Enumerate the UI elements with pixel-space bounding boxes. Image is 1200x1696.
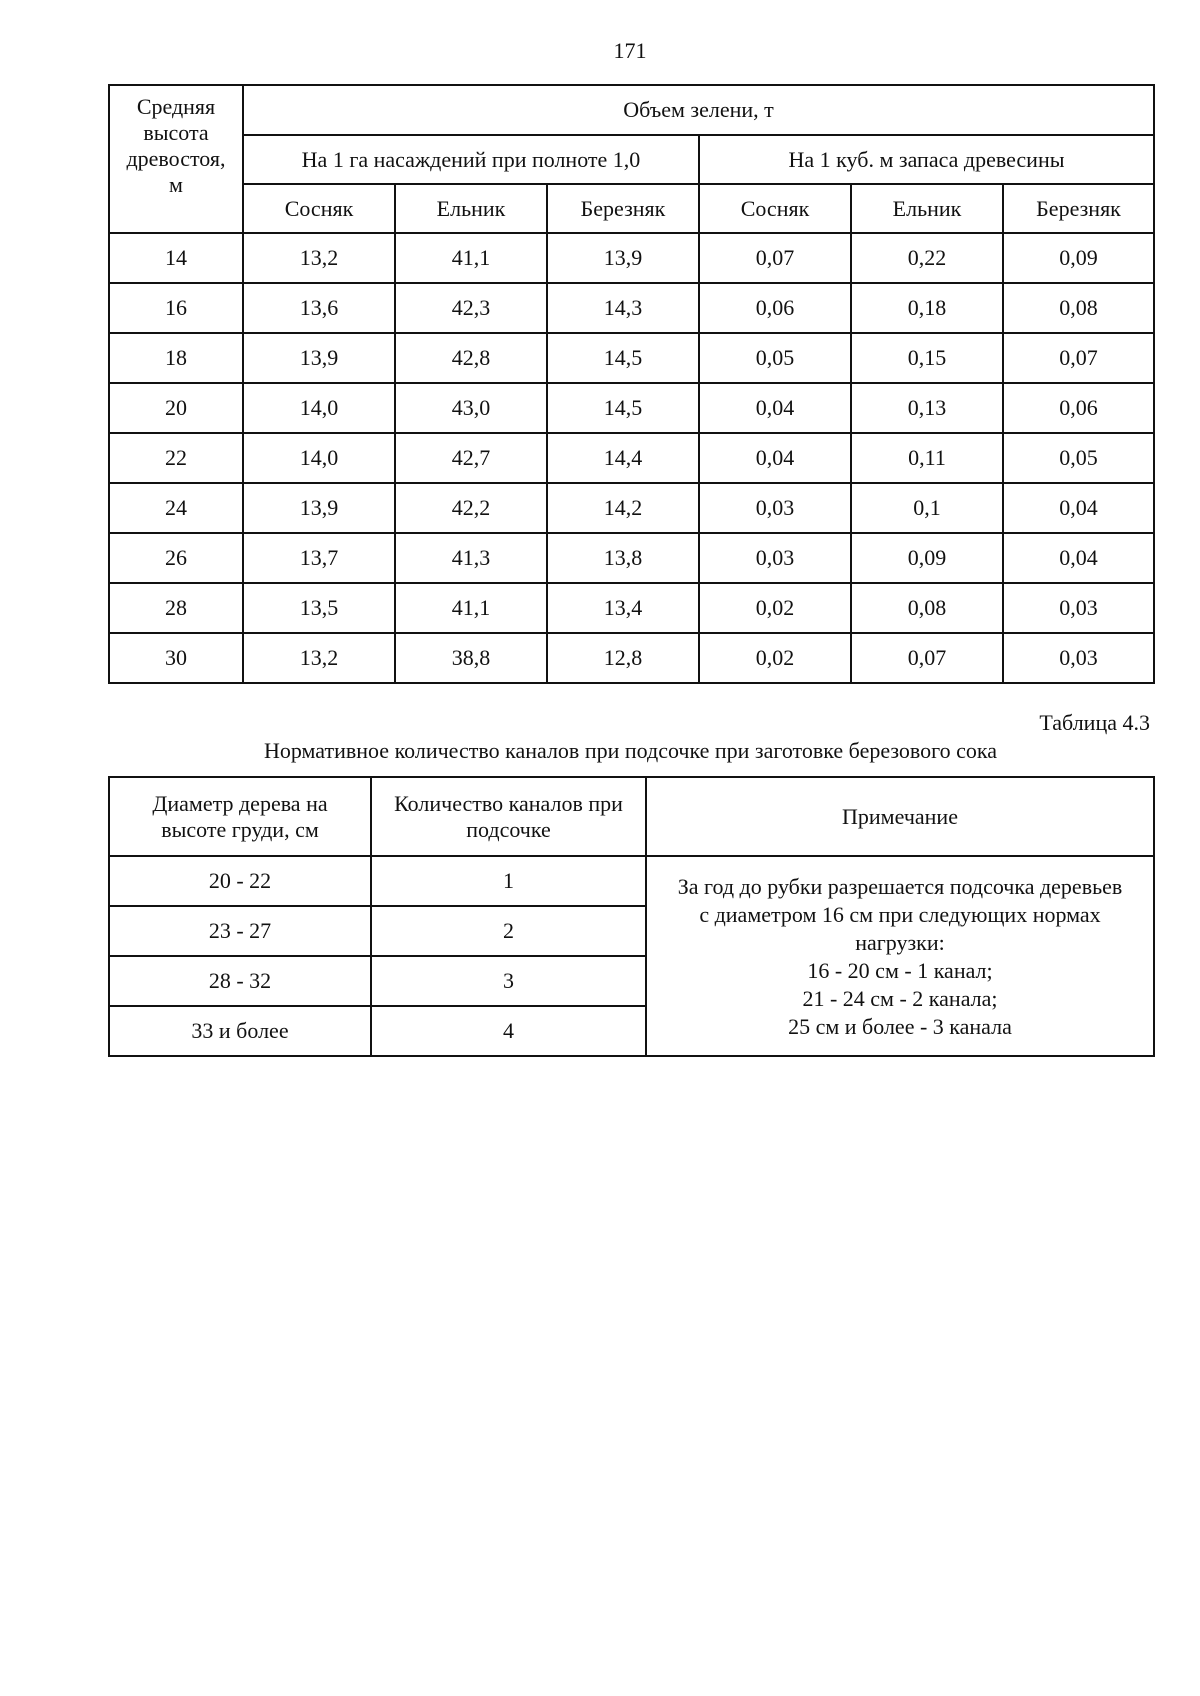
value-cell: 41,1 bbox=[395, 583, 547, 633]
page-number: 171 bbox=[613, 38, 647, 63]
value-cell: 14,4 bbox=[547, 433, 699, 483]
channels-header-line: подсочке bbox=[466, 816, 551, 842]
value-cell: 0,18 bbox=[851, 283, 1003, 333]
channels-cell: 1 bbox=[371, 856, 646, 906]
value-cell: 0,03 bbox=[699, 483, 851, 533]
note-line: нагрузки: bbox=[855, 930, 945, 955]
diameter-cell: 23 - 27 bbox=[109, 906, 371, 956]
value-cell: 13,2 bbox=[243, 633, 395, 683]
value-cell: 42,7 bbox=[395, 433, 547, 483]
value-cell: 0,15 bbox=[851, 333, 1003, 383]
diameter-header bbox=[109, 777, 371, 856]
diameter-cell: 20 - 22 bbox=[109, 856, 371, 906]
channels-header bbox=[371, 777, 646, 856]
height-header-line: Средняя bbox=[136, 94, 216, 119]
channels-cell: 4 bbox=[371, 1006, 646, 1056]
species-header: Ельник bbox=[851, 184, 1003, 233]
height-header bbox=[109, 85, 243, 233]
species-header: Березняк bbox=[547, 184, 699, 233]
height-cell: 18 bbox=[109, 333, 243, 383]
value-cell: 0,02 bbox=[699, 633, 851, 683]
header-row-2 bbox=[109, 135, 1154, 184]
value-cell: 12,8 bbox=[547, 633, 699, 683]
value-cell: 0,09 bbox=[1003, 233, 1154, 283]
value-cell: 0,03 bbox=[1003, 633, 1154, 683]
value-cell: 38,8 bbox=[395, 633, 547, 683]
diameter-cell: 28 - 32 bbox=[109, 956, 371, 1006]
table-row bbox=[109, 283, 1154, 333]
species-header: Березняк bbox=[1003, 184, 1154, 233]
value-cell: 0,08 bbox=[851, 583, 1003, 633]
height-header-line: древостоя, bbox=[126, 146, 226, 171]
value-cell: 43,0 bbox=[395, 383, 547, 433]
height-cell: 22 bbox=[109, 433, 243, 483]
diameter-header-line: Диаметр дерева на bbox=[152, 790, 328, 816]
value-cell: 13,5 bbox=[243, 583, 395, 633]
table-row bbox=[109, 533, 1154, 583]
value-cell: 0,08 bbox=[1003, 283, 1154, 333]
value-cell: 0,04 bbox=[1003, 533, 1154, 583]
value-cell: 0,09 bbox=[851, 533, 1003, 583]
value-cell: 0,02 bbox=[699, 583, 851, 633]
value-cell: 0,07 bbox=[699, 233, 851, 283]
note-header: Примечание bbox=[646, 777, 1154, 856]
diameter-header-line: высоте груди, см bbox=[161, 816, 319, 842]
volume-header: Объем зелени, т bbox=[243, 85, 1154, 135]
note-line: 21 - 24 см - 2 канала; bbox=[802, 986, 998, 1011]
value-cell: 41,3 bbox=[395, 533, 547, 583]
value-cell: 14,0 bbox=[243, 383, 395, 433]
value-cell: 0,06 bbox=[1003, 383, 1154, 433]
value-cell: 0,03 bbox=[699, 533, 851, 583]
channels-cell: 3 bbox=[371, 956, 646, 1006]
value-cell: 42,3 bbox=[395, 283, 547, 333]
table-caption-title: Нормативное количество каналов при подсочке при заготовке березового сока bbox=[263, 738, 998, 763]
value-cell: 13,9 bbox=[243, 483, 395, 533]
green-mass-table bbox=[108, 84, 1155, 684]
table-caption-number: Таблица 4.3 bbox=[1039, 710, 1150, 735]
value-cell: 13,9 bbox=[547, 233, 699, 283]
height-cell: 26 bbox=[109, 533, 243, 583]
value-cell: 0,04 bbox=[1003, 483, 1154, 533]
value-cell: 13,2 bbox=[243, 233, 395, 283]
group-per-ha-header: На 1 га насаждений при полноте 1,0 bbox=[243, 135, 699, 184]
table-row bbox=[109, 583, 1154, 633]
value-cell: 0,03 bbox=[1003, 583, 1154, 633]
channels-header-line: Количество каналов при bbox=[394, 790, 623, 816]
table-row bbox=[109, 433, 1154, 483]
green-mass-table-body bbox=[109, 233, 1154, 683]
value-cell: 0,04 bbox=[699, 383, 851, 433]
table-row bbox=[109, 856, 1154, 906]
height-cell: 30 bbox=[109, 633, 243, 683]
table-row bbox=[109, 233, 1154, 283]
header-row-3 bbox=[109, 184, 1154, 233]
value-cell: 0,05 bbox=[699, 333, 851, 383]
species-header: Сосняк bbox=[699, 184, 851, 233]
table-row bbox=[109, 633, 1154, 683]
value-cell: 0,13 bbox=[851, 383, 1003, 433]
value-cell: 42,8 bbox=[395, 333, 547, 383]
height-cell: 24 bbox=[109, 483, 243, 533]
note-line: 25 см и более - 3 канала bbox=[788, 1014, 1012, 1039]
height-cell: 16 bbox=[109, 283, 243, 333]
value-cell: 0,07 bbox=[851, 633, 1003, 683]
group-per-m3-header: На 1 куб. м запаса древесины bbox=[699, 135, 1154, 184]
value-cell: 14,0 bbox=[243, 433, 395, 483]
value-cell: 13,4 bbox=[547, 583, 699, 633]
table-row bbox=[109, 483, 1154, 533]
value-cell: 14,5 bbox=[547, 383, 699, 433]
note-cell bbox=[646, 856, 1154, 1056]
table-row bbox=[109, 383, 1154, 433]
value-cell: 13,7 bbox=[243, 533, 395, 583]
height-header-line: высота bbox=[143, 120, 209, 145]
value-cell: 0,05 bbox=[1003, 433, 1154, 483]
value-cell: 0,06 bbox=[699, 283, 851, 333]
height-cell: 28 bbox=[109, 583, 243, 633]
value-cell: 14,3 bbox=[547, 283, 699, 333]
note-line: с диаметром 16 см при следующих нормах bbox=[699, 902, 1101, 927]
value-cell: 0,04 bbox=[699, 433, 851, 483]
note-line: 16 - 20 см - 1 канал; bbox=[807, 958, 993, 983]
channels-cell: 2 bbox=[371, 906, 646, 956]
height-header-line: м bbox=[169, 172, 183, 197]
height-cell: 20 bbox=[109, 383, 243, 433]
value-cell: 13,8 bbox=[547, 533, 699, 583]
value-cell: 14,2 bbox=[547, 483, 699, 533]
diameter-cell: 33 и более bbox=[109, 1006, 371, 1056]
height-cell: 14 bbox=[109, 233, 243, 283]
value-cell: 13,9 bbox=[243, 333, 395, 383]
header-row-1 bbox=[109, 85, 1154, 135]
species-header: Ельник bbox=[395, 184, 547, 233]
value-cell: 0,07 bbox=[1003, 333, 1154, 383]
note-line: За год до рубки разрешается подсочка деревьев bbox=[677, 874, 1123, 899]
value-cell: 14,5 bbox=[547, 333, 699, 383]
value-cell: 13,6 bbox=[243, 283, 395, 333]
value-cell: 0,22 bbox=[851, 233, 1003, 283]
value-cell: 42,2 bbox=[395, 483, 547, 533]
value-cell: 0,1 bbox=[851, 483, 1003, 533]
value-cell: 0,11 bbox=[851, 433, 1003, 483]
species-header: Сосняк bbox=[243, 184, 395, 233]
table-row bbox=[109, 333, 1154, 383]
tapping-channels-table bbox=[108, 776, 1155, 1057]
channels-header-row bbox=[109, 777, 1154, 856]
value-cell: 41,1 bbox=[395, 233, 547, 283]
